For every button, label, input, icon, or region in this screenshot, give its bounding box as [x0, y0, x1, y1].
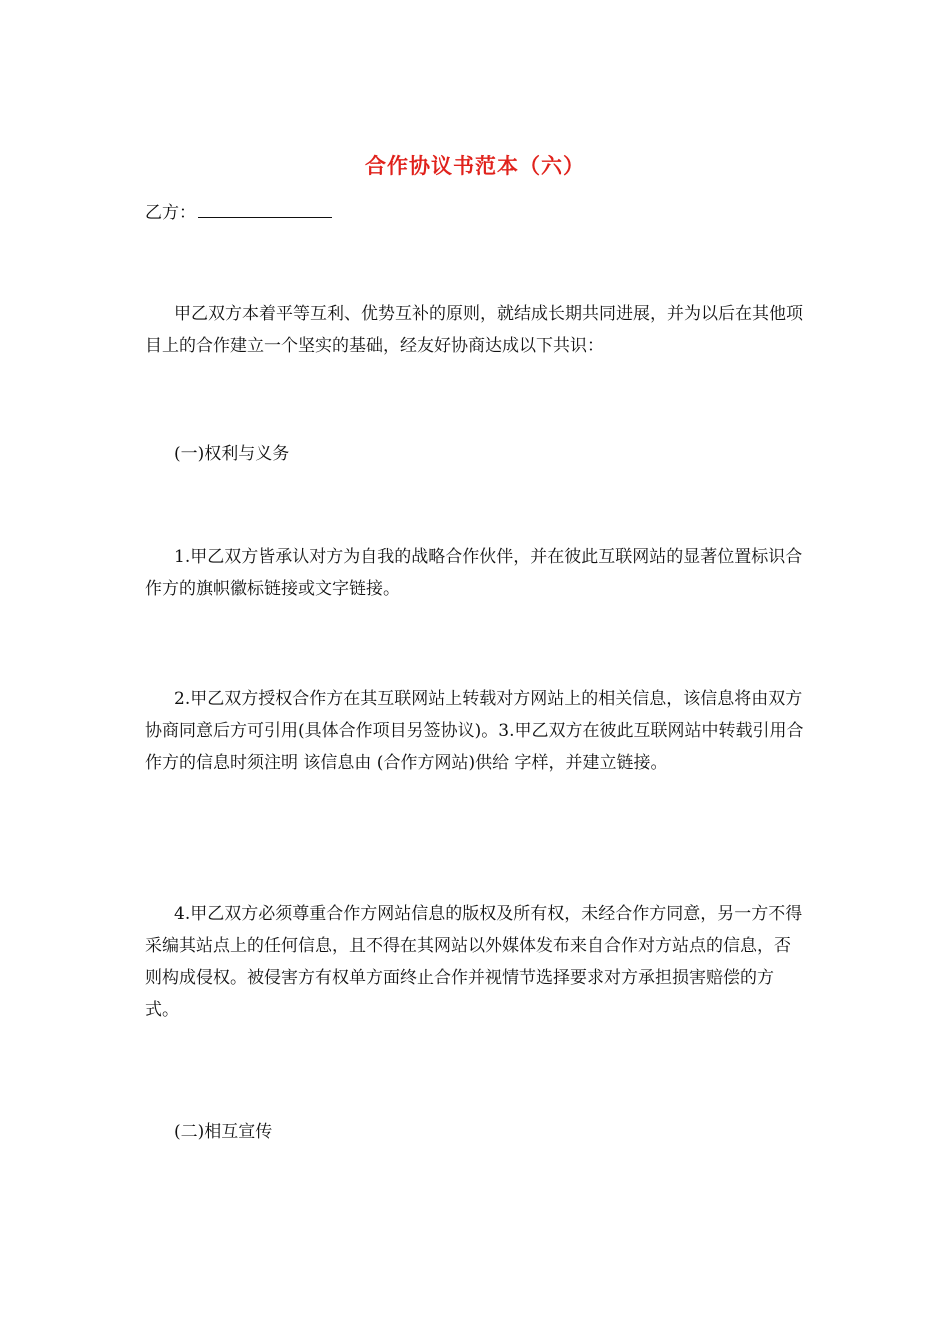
- party-b-line: [145, 199, 332, 227]
- clause-2-3: 2.甲乙双方授权合作方在其互联网站上转载对方网站上的相关信息，该信息将由双方协商同意后方可引用(具体合作项目另签协议)。3.甲乙双方在彼此互联网站中转载引用合作方的信息时须注明 该信息由 (合作方网站)供给 字样，并建立链接。: [145, 689, 804, 773]
- clause-4: 4.甲乙双方必须尊重合作方网站信息的版权及所有权，未经合作方同意，另一方不得采编其站点上的任何信息，且不得在其网站以外媒体发布来自合作对方站点的信息，否则构成侵权。被侵害方有权单方面终止合作并视情节选择要求对方承担损害赔偿的方式。: [145, 904, 803, 1020]
- party-b-blank-field: [198, 200, 332, 218]
- intro-paragraph: 甲乙双方本着平等互利、优势互补的原则，就结成长期共同进展，并为以后在其他项目上的合作建立一个坚实的基础，经友好协商达成以下共识：: [145, 304, 803, 356]
- clause-1: 1.甲乙双方皆承认对方为自我的战略合作伙伴，并在彼此互联网站的显著位置标识合作方的旗帜徽标链接或文字链接。: [145, 547, 803, 599]
- party-b-label: 乙方：: [145, 203, 196, 223]
- section-heading-mutual-promotion: (二)相互宣传: [174, 1122, 273, 1142]
- section-heading-rights-obligations: (一)权利与义务: [174, 444, 290, 464]
- document-title: 合作协议书范本（六）: [365, 153, 585, 178]
